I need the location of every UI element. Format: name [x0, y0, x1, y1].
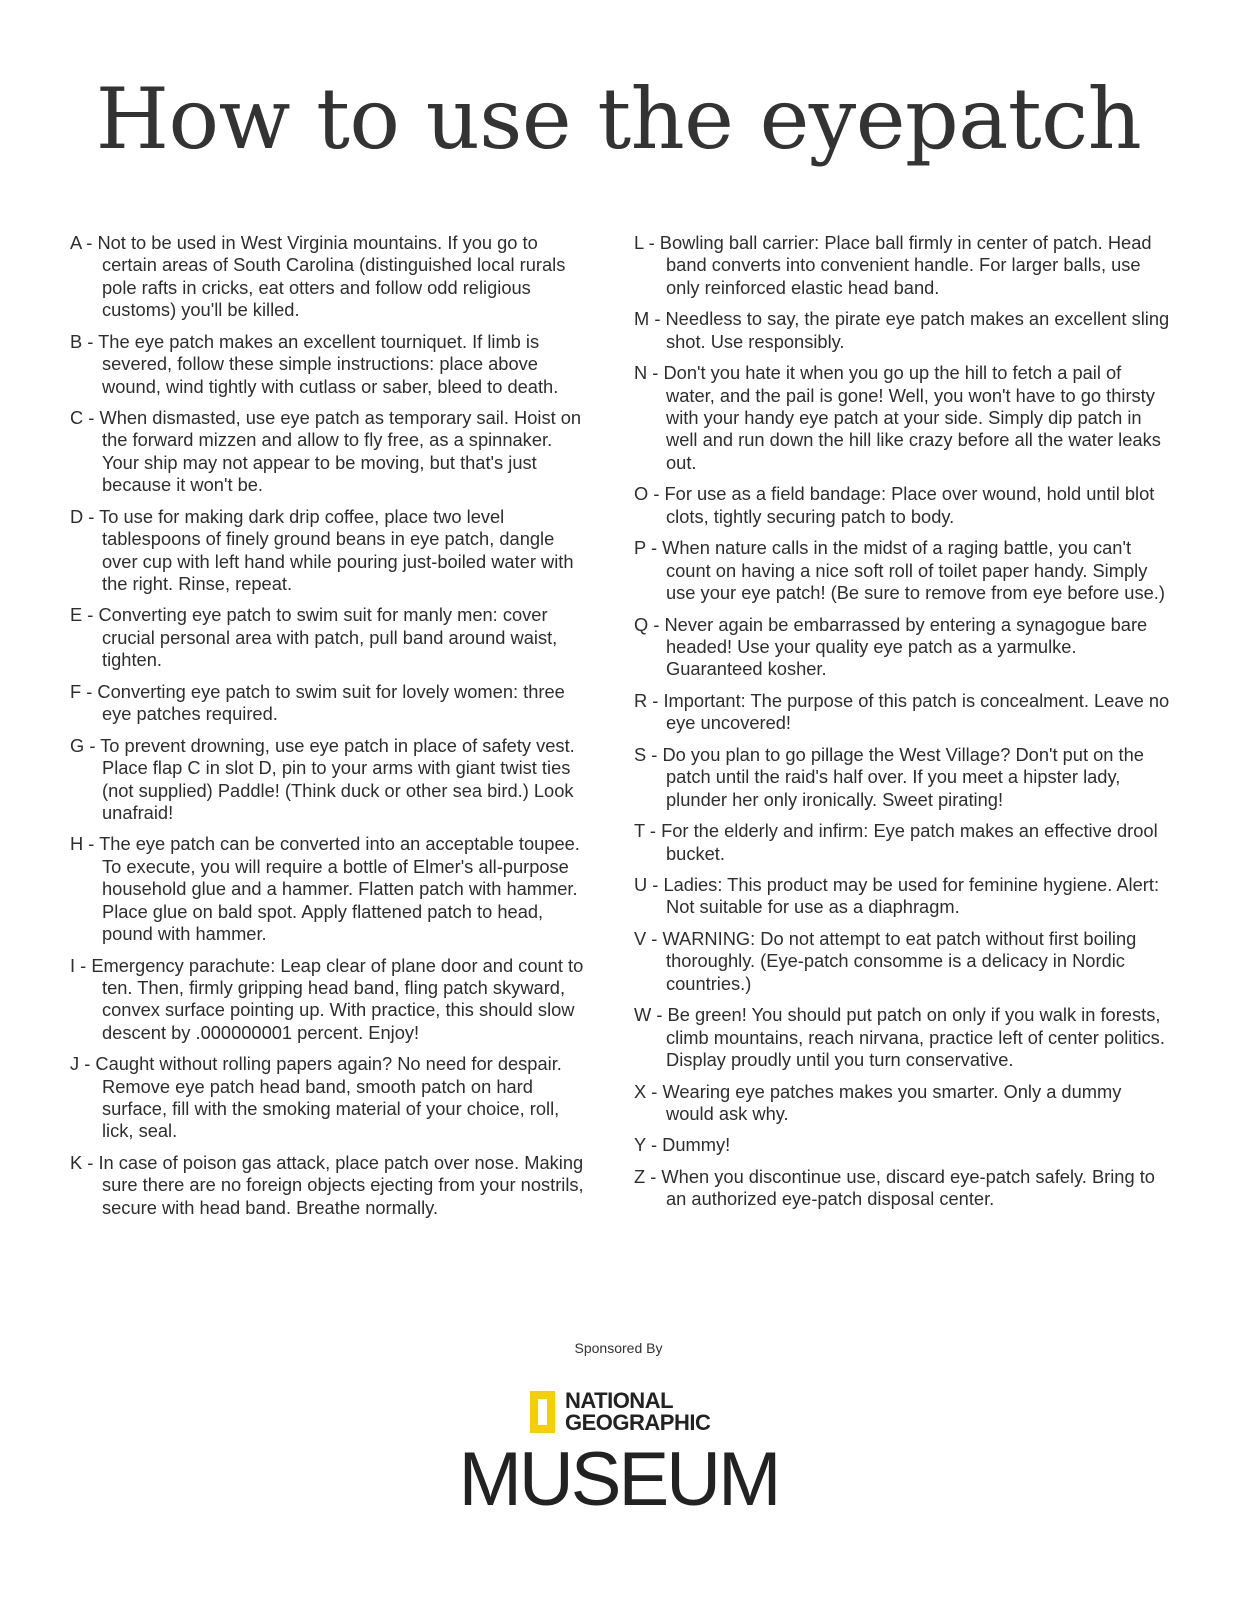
item-letter: M [634, 308, 650, 330]
item-text: Never again be embarrassed by entering a synagogue bare headed! Use your quality eye patch as a yarmulke. Guaranteed kosher. [664, 613, 1148, 680]
yellow-frame-icon [530, 1391, 555, 1433]
instruction-item-n: N - Don't you hate it when you go up the hill to fetch a pail of water, and the pail is gone! Well, you won't have to go thirsty with your handy eye patch at your side. Simply dip patch in well and run down the hill like crazy before all the water leaks out. [634, 362, 1161, 473]
item-text: Wearing eye patches makes you smarter. Only a dummy would ask why. [662, 1080, 1122, 1124]
item-letter: S [634, 743, 647, 765]
item-text: When you discontinue use, discard eye-patch safely. Bring to an authorized eye-patch disposal center. [661, 1165, 1155, 1210]
page-title: How to use the eyepatch [95, 70, 1142, 168]
item-letter: L [634, 232, 644, 253]
logo-line-national: NATIONAL [565, 1388, 674, 1413]
item-letter: F [70, 680, 82, 702]
item-text: Converting eye patch to swim suit for manly men: cover crucial personal area with patch, pull band around waist, tighten. [98, 604, 558, 671]
item-letter: P [634, 537, 646, 559]
item-letter: Z [634, 1165, 646, 1187]
item-letter: U [634, 874, 648, 895]
item-text: The eye patch can be converted into an acceptable toupee. To execute, you will require a bottle of Elmer's all-purpose household glue and a hammer. Flatten patch with hammer. Place glue on bald spot. Apply flattened patch to head, pound with hammer. [99, 833, 580, 945]
instruction-item-p: P - When nature calls in the midst of a raging battle, you can't count on having a nice soft roll of toilet paper handy. Simply use your eye patch! (Be sure to remove from eye before use.) [634, 537, 1165, 604]
item-letter: E [70, 604, 83, 626]
national-geographic-logo [530, 1382, 710, 1442]
instruction-item-a: A - Not to be used in West Virginia mountains. If you go to certain areas of South Carolina (distinguished local rurals pole rafts in cricks, eat otters and follow odd religious customs) you'll be killed. [70, 232, 566, 321]
item-letter: B [70, 330, 83, 352]
instruction-item-w: W - Be green! You should put patch on only if you walk in forests, climb mountains, reach nirvana, practice left of center politics. Display proudly until you turn conservative. [634, 1004, 1165, 1071]
instruction-item-f: F - Converting eye patch to swim suit for lovely women: three eye patches required. [70, 680, 565, 725]
item-text: For use as a field bandage: Place over wound, hold until blot clots, tightly securing patch to body. [664, 483, 1155, 527]
museum-wordmark: MUSEUM [458, 1437, 779, 1522]
instruction-item-x: X - Wearing eye patches makes you smarter. Only a dummy would ask why. [634, 1080, 1122, 1124]
instruction-item-q: Q - Never again be embarrassed by entering a synagogue bare headed! Use your quality eye patch as a yarmulke. Guaranteed kosher. [634, 613, 1148, 680]
item-text: Dummy! [662, 1134, 731, 1156]
instruction-item-r: R - Important: The purpose of this patch is concealment. Leave no eye uncovered! [634, 689, 1170, 734]
item-letter: H [70, 833, 84, 855]
item-text: When nature calls in the midst of a raging battle, you can't count on having a nice soft roll of toilet paper handy. Simply use your eye patch! (Be sure to remove from eye before use.) [662, 537, 1165, 604]
instruction-item-l: L - Bowling ball carrier: Place ball firmly in center of patch. Head band converts into convenient handle. For larger balls, use only reinforced elastic head band. [634, 232, 1152, 298]
instruction-item-g: G - To prevent drowning, use eye patch in place of safety vest. Place flap C in slot D, pin to your arms with giant twist ties (not supplied) Paddle! (Think duck or other sea bird.) Look unafraid! [70, 734, 575, 823]
item-text: To use for making dark drip coffee, place two level tablespoons of finely ground beans in eye patch, dangle over cup with left hand while pouring just-boiled water with the right. Rinse, repeat. [99, 505, 574, 594]
instruction-item-t: T - For the elderly and infirm: Eye patch makes an effective drool bucket. [634, 820, 1158, 864]
item-letter: X [634, 1080, 647, 1102]
item-text: Be green! You should put patch on only if you walk in forests, climb mountains, reach nirvana, practice left of center politics. Display proudly until you turn conservative. [666, 1004, 1165, 1071]
item-text: WARNING: Do not attempt to eat patch without first boiling thoroughly. (Eye-patch consomme is a delicacy in Nordic countries.) [662, 927, 1137, 994]
item-letter: W [634, 1004, 652, 1026]
instruction-item-h: H - The eye patch can be converted into an acceptable toupee. To execute, you will require a bottle of Elmer's all-purpose household glue and a hammer. Flatten patch with hammer. Place glue on bald spot. Apply flattened patch to head, pound with hammer. [70, 833, 580, 945]
item-letter: R [634, 689, 648, 711]
instruction-item-e: E - Converting eye patch to swim suit for manly men: cover crucial personal area with patch, pull band around waist, tighten. [70, 604, 558, 671]
instruction-item-c: C - When dismasted, use eye patch as temporary sail. Hoist on the forward mizzen and allow to fly free, as a spinnaker. Your ship may not appear to be moving, but that's just because it won't be. [70, 407, 582, 496]
item-text: The eye patch makes an excellent tourniquet. If limb is severed, follow these simple instructions: place above wound, wind tightly with cutlass or saber, bleed to death. [98, 330, 559, 397]
item-text: Do you plan to go pillage the West Village? Don't put on the patch until the raid's half over. If you meet a hipster lady, plunder her only ironically. Sweet pirating! [662, 743, 1144, 810]
item-letter: J [70, 1053, 80, 1075]
instruction-item-j: J - Caught without rolling papers again? No need for despair. Remove eye patch head band, smooth patch on hard surface, fill with the smoking material of your choice, roll, lick, seal. [70, 1053, 562, 1142]
item-letter: D [70, 505, 84, 527]
item-text: Bowling ball carrier: Place ball firmly in center of patch. Head band converts into convenient handle. For larger balls, use only reinforced elastic head band. [659, 232, 1152, 298]
item-letter: I [70, 954, 76, 976]
item-text: Emergency parachute: Leap clear of plane door and count to ten. Then, firmly gripping head band, fling patch skyward, convex surface pointing up. With practice, this should slow descent by .000000001 percent. Enjoy! [91, 954, 584, 1043]
item-letter: Y [634, 1134, 646, 1156]
item-letter: N [634, 362, 648, 384]
instruction-item-o: O - For use as a field bandage: Place over wound, hold until blot clots, tightly securing patch to body. [634, 483, 1155, 527]
item-letter: C [70, 407, 84, 429]
item-letter: T [634, 820, 645, 842]
item-text: For the elderly and infirm: Eye patch makes an effective drool bucket. [661, 820, 1158, 864]
instruction-item-k: K - In case of poison gas attack, place patch over nose. Making sure there are no foreign objects ejecting from your nostrils, secure with head band. Breathe normally. [70, 1151, 584, 1218]
instruction-item-d: D - To use for making dark drip coffee, place two level tablespoons of finely ground beans in eye patch, dangle over cup with left hand while pouring just-boiled water with the right. Rinse, repeat. [70, 505, 574, 594]
instruction-item-m: M - Needless to say, the pirate eye patch makes an excellent sling shot. Use responsibly. [634, 308, 1170, 352]
instruction-item-b: B - The eye patch makes an excellent tourniquet. If limb is severed, follow these simple instructions: place above wound, wind tightly with cutlass or saber, bleed to death. [70, 330, 559, 397]
item-text: Needless to say, the pirate eye patch makes an excellent sling shot. Use responsibly. [665, 308, 1170, 352]
item-text: Caught without rolling papers again? No need for despair. Remove eye patch head band, smooth patch on hard surface, fill with the smoking material of your choice, roll, lick, seal. [95, 1053, 562, 1142]
instruction-item-y: Y - Dummy! [634, 1134, 731, 1156]
item-letter: V [634, 927, 647, 949]
left-column [70, 232, 590, 1228]
instruction-item-i: I - Emergency parachute: Leap clear of plane door and count to ten. Then, firmly gripping head band, fling patch skyward, convex surface pointing up. With practice, this should slow descent by .000000001 percent. Enjoy! [70, 954, 584, 1043]
item-text: To prevent drowning, use eye patch in place of safety vest. Place flap C in slot D, pin to your arms with giant twist ties (not supplied) Paddle! (Think duck or other sea bird.) Look unafraid! [100, 734, 575, 823]
instruction-item-s: S - Do you plan to go pillage the West Village? Don't put on the patch until the raid's half over. If you meet a hipster lady, plunder her only ironically. Sweet pirating! [634, 743, 1144, 810]
item-text: Don't you hate it when you go up the hill to fetch a pail of water, and the pail is gone! Well, you won't have to go thirsty with your handy eye patch at your side. Simply dip patch in well and run down the hill like crazy before all the water leaks out. [663, 362, 1161, 473]
item-text: Ladies: This product may be used for feminine hygiene. Alert: Not suitable for use as a diaphragm. [663, 874, 1160, 918]
sponsored-by-label: Sponsored By [574, 1340, 663, 1356]
right-column [634, 232, 1174, 1220]
instruction-item-v: V - WARNING: Do not attempt to eat patch without first boiling thoroughly. (Eye-patch consomme is a delicacy in Nordic countries.) [634, 927, 1137, 994]
item-letter: K [70, 1151, 83, 1173]
item-text: In case of poison gas attack, place patch over nose. Making sure there are no foreign objects ejecting from your nostrils, secure with head band. Breathe normally. [98, 1151, 584, 1218]
item-letter: O [634, 483, 649, 505]
item-text: When dismasted, use eye patch as temporary sail. Hoist on the forward mizzen and allow to fly free, as a spinnaker. Your ship may not appear to be moving, but that's just because it won't be. [99, 407, 582, 496]
item-text: Not to be used in West Virginia mountains. If you go to certain areas of South Carolina (distinguished local rurals pole rafts in cricks, eat otters and follow odd religious customs) you'll be killed. [97, 232, 566, 321]
instruction-item-z: Z - When you discontinue use, discard eye-patch safely. Bring to an authorized eye-patch disposal center. [634, 1165, 1155, 1210]
item-letter: Q [634, 613, 649, 635]
item-letter: A [70, 232, 82, 253]
logo-line-geographic: GEOGRAPHIC [565, 1410, 711, 1435]
instruction-item-u: U - Ladies: This product may be used for feminine hygiene. Alert: Not suitable for use as a diaphragm. [634, 874, 1160, 918]
item-letter: G [70, 734, 85, 756]
item-text: Important: The purpose of this patch is concealment. Leave no eye uncovered! [663, 689, 1170, 734]
item-text: Converting eye patch to swim suit for lovely women: three eye patches required. [97, 680, 565, 725]
